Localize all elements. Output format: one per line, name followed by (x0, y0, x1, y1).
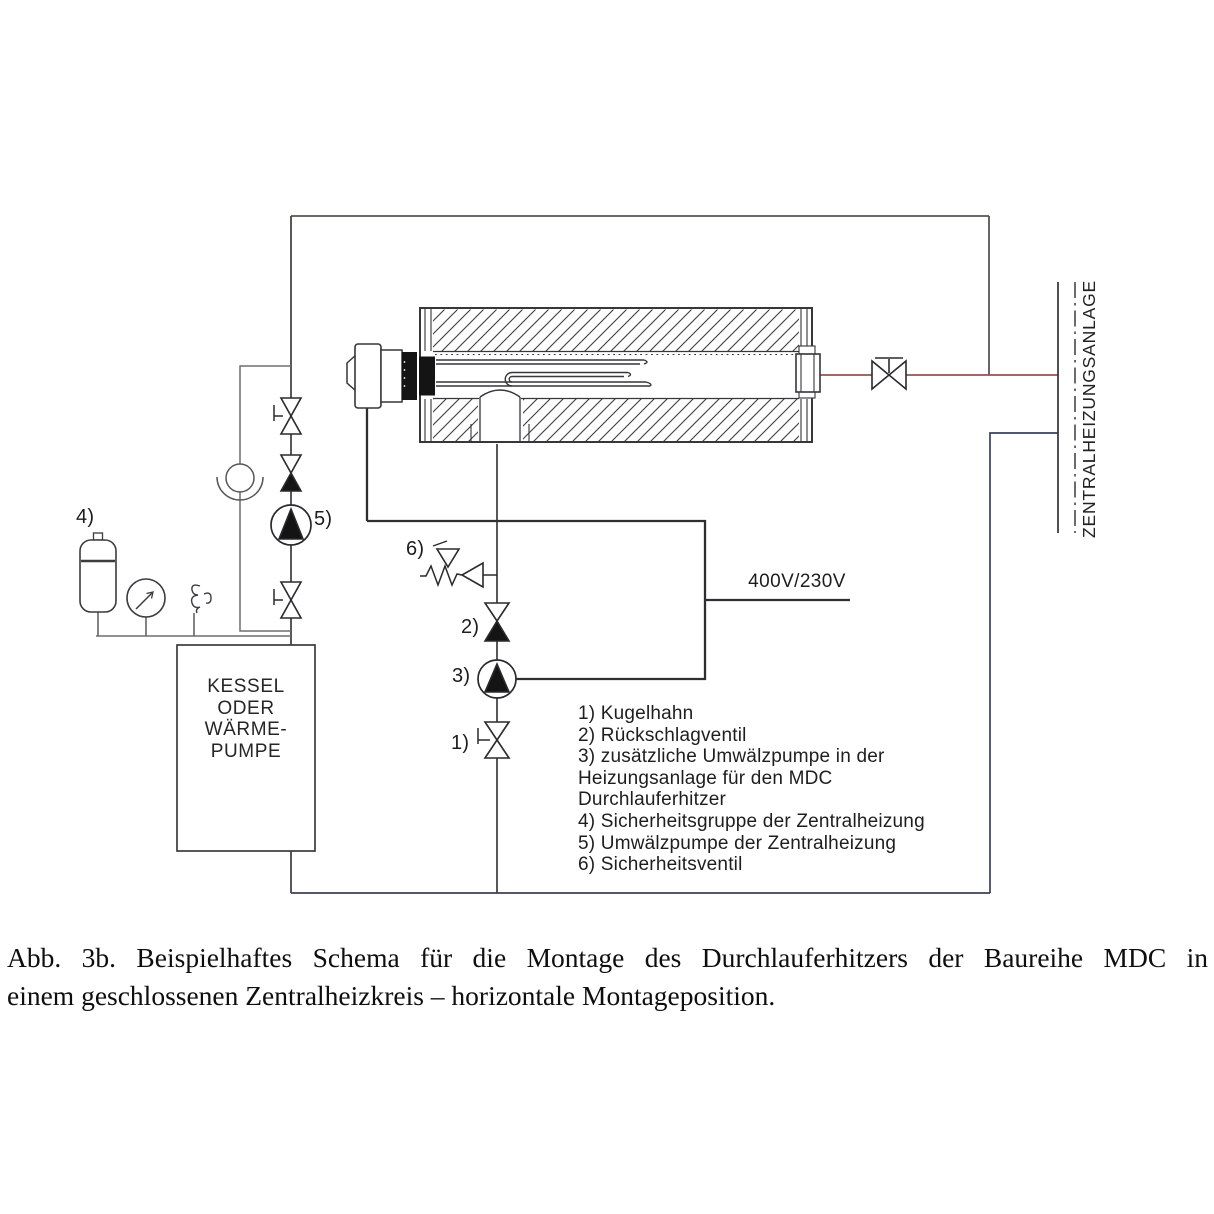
power-supply-label: 400V/230V (748, 571, 846, 592)
legend-line: 3) zusätzliche Umwälzpumpe in der (578, 746, 885, 768)
bypass-device-icon (226, 464, 254, 492)
caption-line-2: einem geschlossenen Zentralheizkreis – horizontale Montageposition. (7, 980, 776, 1011)
legend-line: 6) Sicherheitsventil (578, 854, 743, 876)
safety-valve-6-icon (420, 541, 497, 587)
figure-caption (7, 939, 1208, 1015)
legend-line: Heizungsanlage für den MDC (578, 767, 833, 789)
return-pipe (990, 433, 1058, 893)
boiler-box-line: PUMPE (210, 740, 282, 762)
pump-5-icon (271, 505, 311, 545)
bypass-line (217, 366, 291, 631)
check-valve-2-icon (485, 603, 509, 641)
label-check-valve-2: 2) (461, 616, 480, 638)
air-vent-icon (192, 585, 211, 613)
label-safety-valve-6: 6) (406, 538, 425, 560)
label-pump-3: 3) (452, 665, 471, 687)
flow-valve-icon (872, 358, 906, 389)
pressure-gauge-icon (127, 579, 165, 617)
boiler-box-line: ODER (217, 697, 275, 719)
boiler-box-line: KESSEL (207, 676, 285, 697)
boiler-box-label (177, 676, 315, 762)
pump-3-icon (478, 660, 516, 698)
shutoff-valve-upper-icon (274, 398, 301, 434)
heater-unit (347, 308, 820, 442)
label-ball-valve-1: 1) (451, 732, 470, 754)
left-column-symbols (271, 398, 311, 618)
system-boundary (1058, 282, 1075, 533)
label-pump-5: 5) (314, 508, 333, 530)
center-column-symbols (420, 541, 516, 758)
heater-insulation-bottom-right (523, 399, 799, 441)
boiler-box-line: WÄRME- (204, 719, 288, 741)
legend-line: Durchlauferhitzer (578, 789, 727, 811)
legend-line: 1) Kugelhahn (578, 703, 694, 724)
legend (578, 703, 968, 876)
system-boundary-label: ZENTRALHEIZUNGSANLAGE (1079, 280, 1099, 538)
legend-line: 5) Umwälzpumpe der Zentralheizung (578, 832, 897, 854)
legend-line: 4) Sicherheitsgruppe der Zentralheizung (578, 810, 925, 832)
legend-line: 2) Rückschlagventil (578, 724, 747, 746)
shutoff-valve-lower-icon (274, 582, 301, 618)
safety-group (80, 533, 291, 636)
caption-line-1: Abb. 3b. Beispielhaftes Schema für die Montage des Durchlauferhitzers der Baureihe MDC in (7, 942, 1208, 973)
check-valve-upper-icon (281, 455, 301, 491)
expansion-vessel-icon (80, 533, 116, 612)
heater-outlet-fitting (796, 346, 820, 398)
heater-insulation-top (433, 310, 799, 352)
label-safety-group-4: 4) (76, 506, 95, 528)
ball-valve-1-icon (478, 722, 509, 758)
